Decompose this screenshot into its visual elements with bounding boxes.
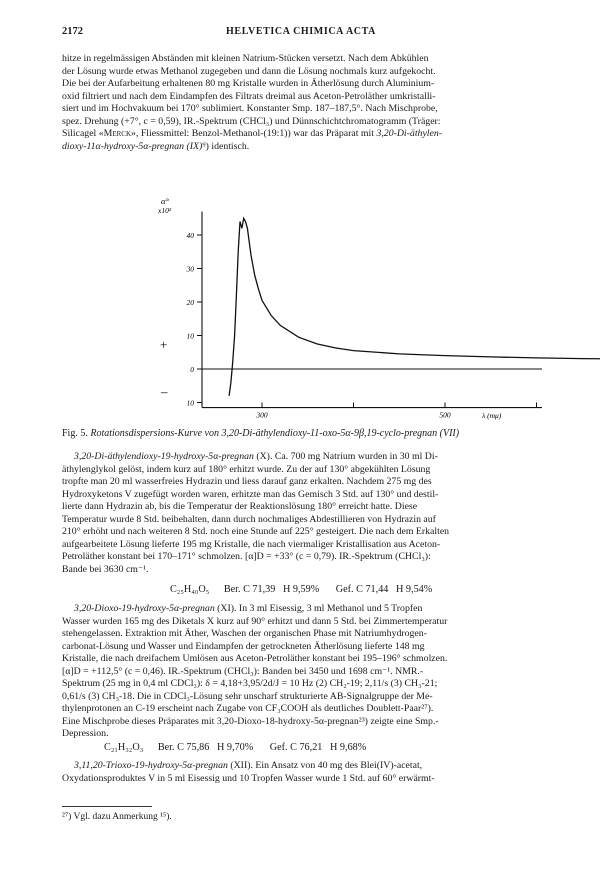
line: Kristalle, die nach dreifachem Umlösen aus Aceton-Petroläther konstant bei 195–196° schmolzen. — [62, 653, 448, 665]
calculated: Ber. C 71,39 H 9,59% — [223, 584, 320, 595]
line: 0,61/s (3) CH₃-18. Die in CDCl₃-Lösung sehr unscharf strukturierte AB-Signalgruppe der Me- — [62, 690, 433, 702]
line: äthylenglykol gelöst, indem kurz auf 180° erhitzt wurde. Zu der auf 130° abgekühlten Lösung — [62, 463, 431, 475]
line: Bande bei 3630 cm⁻¹. — [62, 563, 149, 575]
line: lierte dann Hydrazin ab, bis die Temperatur der Reaktionslösung 180° erreicht hatte. Diese — [62, 501, 418, 513]
line: 3,20-Di-äthylendioxy-19-hydroxy-5α-pregnan (X). Ca. 700 mg Natrium wurden in 30 ml Di- — [74, 451, 438, 462]
line: aufgearbeitete Lösung lieferte 195 mg Kristalle, die nach viermaliger Kristallisation aus Aceton- — [62, 538, 441, 550]
line: [α]D = +112,5° (c = 0,46). IR.-Spektrum (CHCl₃): Banden bei 3450 und 1698 cm⁻¹. NMR.- — [62, 665, 424, 677]
line: Spektrum (25 mg in 0,4 ml CDCl₃): δ = 4,18+3,95/2d/J = 10 Hz (2) CH₂-19; 2,11/s (3) CH₃-21; — [62, 678, 438, 690]
x-tick-label: 300 — [256, 410, 268, 420]
minus-sign: – — [161, 384, 168, 399]
line: Die bei der Aufarbeitung erhaltenen 80 mg Kristalle wurden in Ätherlösung durch Aluminium- — [62, 78, 435, 90]
figure-caption: Fig. 5. Rotationsdispersions-Kurve von 3,20-Di-äthylendioxy-11-oxo-5α-9β,19-cyclo-pregnan (VII) — [62, 428, 460, 439]
y-tick-label: 10 — [186, 331, 194, 341]
found: Gef. C 76,21 H 9,68% — [269, 742, 367, 753]
y-tick-label: 20 — [186, 298, 194, 307]
plus-sign: + — [160, 337, 168, 352]
line: siert und im Hochvakuum bei 170° sublimiert. Konstanter Smp. 187–187,5°. Nach Mischprobe, — [62, 103, 438, 115]
y-axis-label-bottom: x10² — [158, 206, 172, 215]
elemental-analysis-2 — [62, 742, 540, 753]
line: Depression. — [62, 728, 109, 740]
x-tick-label: 500 — [439, 410, 451, 420]
line: Silicagel «Merck», Fliessmittel: Benzol-Methanol-(19:1)) war das Präparat mit 3,20-Di-äthylen- — [62, 128, 443, 140]
compound-name: 3,20-Di-äthylendioxy-19-hydroxy-5α-pregnan — [74, 451, 254, 462]
line: hitze in regelmässigen Abständen mit kleinen Natrium-Stücken versetzt. Nach dem Abkühlen — [62, 53, 429, 64]
calculated: Ber. C 75,86 H 9,70% — [157, 742, 254, 753]
footnote: ²⁷) Vgl. dazu Anmerkung ¹⁵). — [62, 812, 172, 822]
line: Eine Mischprobe dieses Präparates mit 3,20-Dioxo-18-hydroxy-5α-pregnan²³) zeigte eine Smp.- — [62, 715, 439, 727]
line: Hydroxyketons V zugefügt worden waren, erhitzte man das Gemisch 3 Std. auf 130° und destil- — [62, 488, 439, 500]
elemental-analysis-1 — [62, 584, 540, 595]
line: Temperatur wurde 8 Std. beibehalten, dann durch nochmaliges Abdestillieren von Hydrazin auf — [62, 513, 436, 525]
line: stehengelassen. Extraktion mit Äther, Waschen der organischen Phase mit Natriumhydrogen- — [62, 628, 427, 640]
line: carbonat-Lösung und Wasser und Eindampfen der getrockneten Ätherlösung lieferte 148 mg — [62, 640, 425, 652]
x-axis-unit: λ (mμ) — [482, 411, 502, 420]
paragraph-3 — [62, 603, 540, 741]
line: Oxydationsproduktes V in 5 ml Eisessig und 10 Tropfen Wasser wurde 1 Std. auf 60° erwärmt- — [62, 772, 435, 784]
line: 210° erhöht und nach weiteren 8 Std. noch eine Stunde auf 225° gesteigert. Die nach dem Erkalten — [62, 526, 450, 538]
y-tick-label: 30 — [186, 264, 194, 274]
merck-name: Merck — [103, 128, 132, 140]
line: tropfte man 20 ml wasserfreies Hydrazin und liess darauf ganz erkalten. Nachdem 275 mg des — [62, 476, 432, 488]
line: 3,11,20-Trioxo-19-hydroxy-5α-pregnan (XII). Ein Ansatz von 40 mg des Blei(IV)-acetat, — [74, 760, 423, 771]
y-axis-label-top: α° — [161, 196, 169, 206]
journal-title: HELVETICA CHIMICA ACTA — [226, 26, 376, 37]
y-tick-label: 10 — [186, 398, 194, 408]
formula: C₂₁H₃₂O₃ — [104, 742, 144, 753]
compound-name: 3,20-Dioxo-19-hydroxy-5α-pregnan — [74, 603, 215, 614]
line: der Lösung wurde etwas Methanol zugegeben und dann die Lösung nochmals kurz aufgekocht. — [62, 65, 436, 77]
y-tick-label: 40 — [186, 231, 194, 240]
footnote-rule — [62, 806, 152, 807]
found: Gef. C 71,44 H 9,54% — [335, 584, 433, 595]
compound-name: dioxy-11α-hydroxy-5α-pregnan (IX) — [62, 140, 203, 152]
formula: C₂₅H₄₀O₅ — [170, 584, 210, 595]
line: Wasser wurden 165 mg des Diketals X kurz auf 90° erhitzt und dann 5 Std. bei Zimmertemperatur — [62, 615, 448, 627]
line: dioxy-11α-hydroxy-5α-pregnan (IX)⁹) identisch. — [62, 140, 250, 152]
line: Petroläther konstant bei 170–171° schmolzen. [α]D = +33° (c = 0,79). IR.-Spektrum (CHCl₃): — [62, 551, 431, 563]
y-tick-label: 0 — [190, 365, 194, 374]
paragraph-4 — [62, 760, 540, 785]
line: oxid filtriert und nach dem Eindampfen des Filtrats dreimal aus Aceton-Petroläther umkristalli- — [62, 90, 436, 102]
line: thylenprotonen an C-19 erscheint nach Zugabe von CF₃COOH als deutliches Doublett-Paar²⁷). — [62, 703, 434, 715]
paragraph-2 — [62, 451, 540, 576]
compound-name: 3,11,20-Trioxo-19-hydroxy-5α-pregnan — [74, 760, 228, 771]
page-number: 2172 — [62, 26, 83, 37]
line: 3,20-Dioxo-19-hydroxy-5α-pregnan (XI). In 3 ml Eisessig, 3 ml Methanol und 5 Tropfen — [74, 603, 423, 614]
compound-name: 3,20-Di-äthylen- — [376, 128, 443, 140]
line: spez. Drehung (+7°, c = 0,59), IR.-Spektrum (CHCl₃) und Dünnschichtchromatogramm (Träger: — [62, 115, 441, 127]
